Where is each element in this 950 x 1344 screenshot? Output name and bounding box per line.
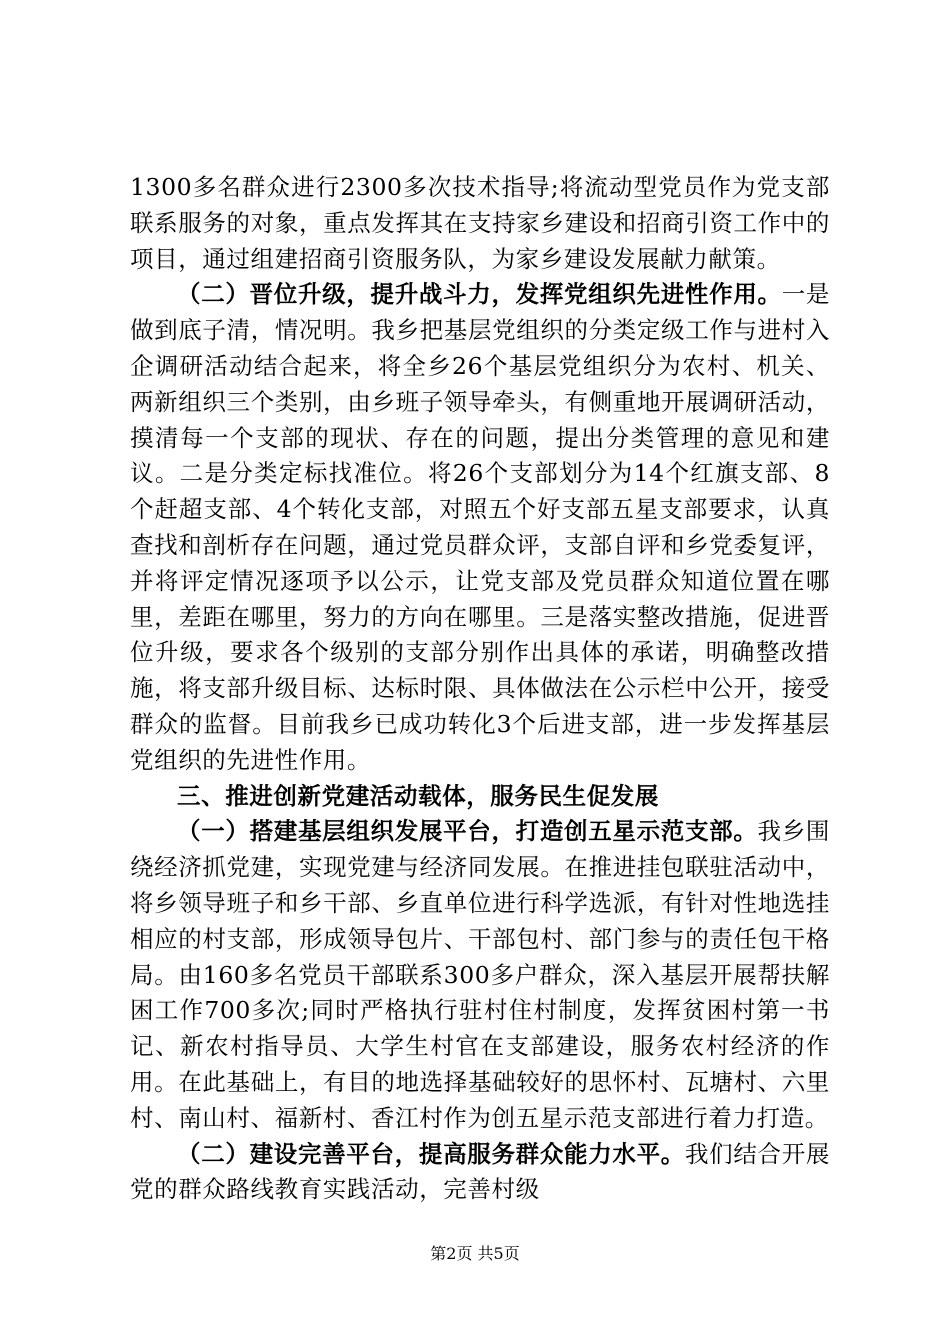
paragraph-text: 我乡围绕经济抓党建，实现党建与经济同发展。在推进挂包联驻活动中，将乡领导班子和乡干部、乡直单位进行科学选派，有针对性地选挂相应的村支部，形成领导包片、干部包村、部门参与的责任包干格局。由160多名党员干部联系300多户群众，深入基层开展帮扶解困工作700多次;同时严格执行驻村住村制度，发挥贫困村第一书记、新农村指导员、大学生村官在支部建设，服务农村经济的作用。在此基础上，有目的地选择基础较好的思怀村、瓦塘村、六里村、南山村、福新村、香江村作为创五星示范支部进行着力打造。 [130, 817, 830, 1132]
section-heading: （一）搭建基层组织发展平台，打造创五星示范支部。 [177, 817, 758, 846]
paragraph-technical-guidance [130, 170, 830, 277]
section-heading: 三、推进创新党建活动载体，服务民生促发展 [177, 781, 659, 810]
section-title-three [130, 779, 830, 815]
paragraph-five-star-branch [130, 814, 830, 1136]
paragraph-text: 1300多名群众进行2300多次技术指导;将流动型党员作为党支部联系服务的对象，重点发挥其在支持家乡建设和招商引资工作中的项目，通过组建招商引资服务队，为家乡建设发展献力献策。 [130, 173, 830, 273]
page-number-footer: 第2页 共5页 [430, 1244, 520, 1263]
section-heading: （二）晋位升级，提升战斗力，发挥党组织先进性作用。 [177, 280, 782, 309]
paragraph-text: 一是做到底子清，情况明。我乡把基层党组织的分类定级工作与进村入企调研活动结合起来，将全乡26个基层党组织分为农村、机关、两新组织三个类别，由乡班子领导牵头，有侧重地开展调研活动，摸清每一个支部的现状、存在的问题，提出分类管理的意见和建议。二是分类定标找准位。将26个支部划分为14个红旗支部、8个赶超支部、4个转化支部，对照五个好支部五星支部要求，认真查找和剖析存在问题，通过党员群众评，支部自评和乡党委复评，并将评定情况逐项予以公示，让党支部及党员群众知道位置在哪里，差距在哪里，努力的方向在哪里。三是落实整改措施，促进晋位升级，要求各个级别的支部分别作出具体的承诺，明确整改措施，将支部升级目标、达标时限、具体做法在公示栏中公开，接受群众的监督。目前我乡已成功转化3个后进支部，进一步发挥基层党组织的先进性作用。 [130, 280, 831, 774]
section-heading: （二）建设完善平台，提高服务群众能力水平。 [177, 1139, 685, 1168]
paragraph-upgrade-ranking [130, 277, 830, 778]
document-body [130, 170, 830, 1208]
paragraph-text: 我们结合开展党的群众路线教育实践活动，完善村级 [130, 1139, 830, 1204]
paragraph-service-platform [130, 1137, 830, 1209]
